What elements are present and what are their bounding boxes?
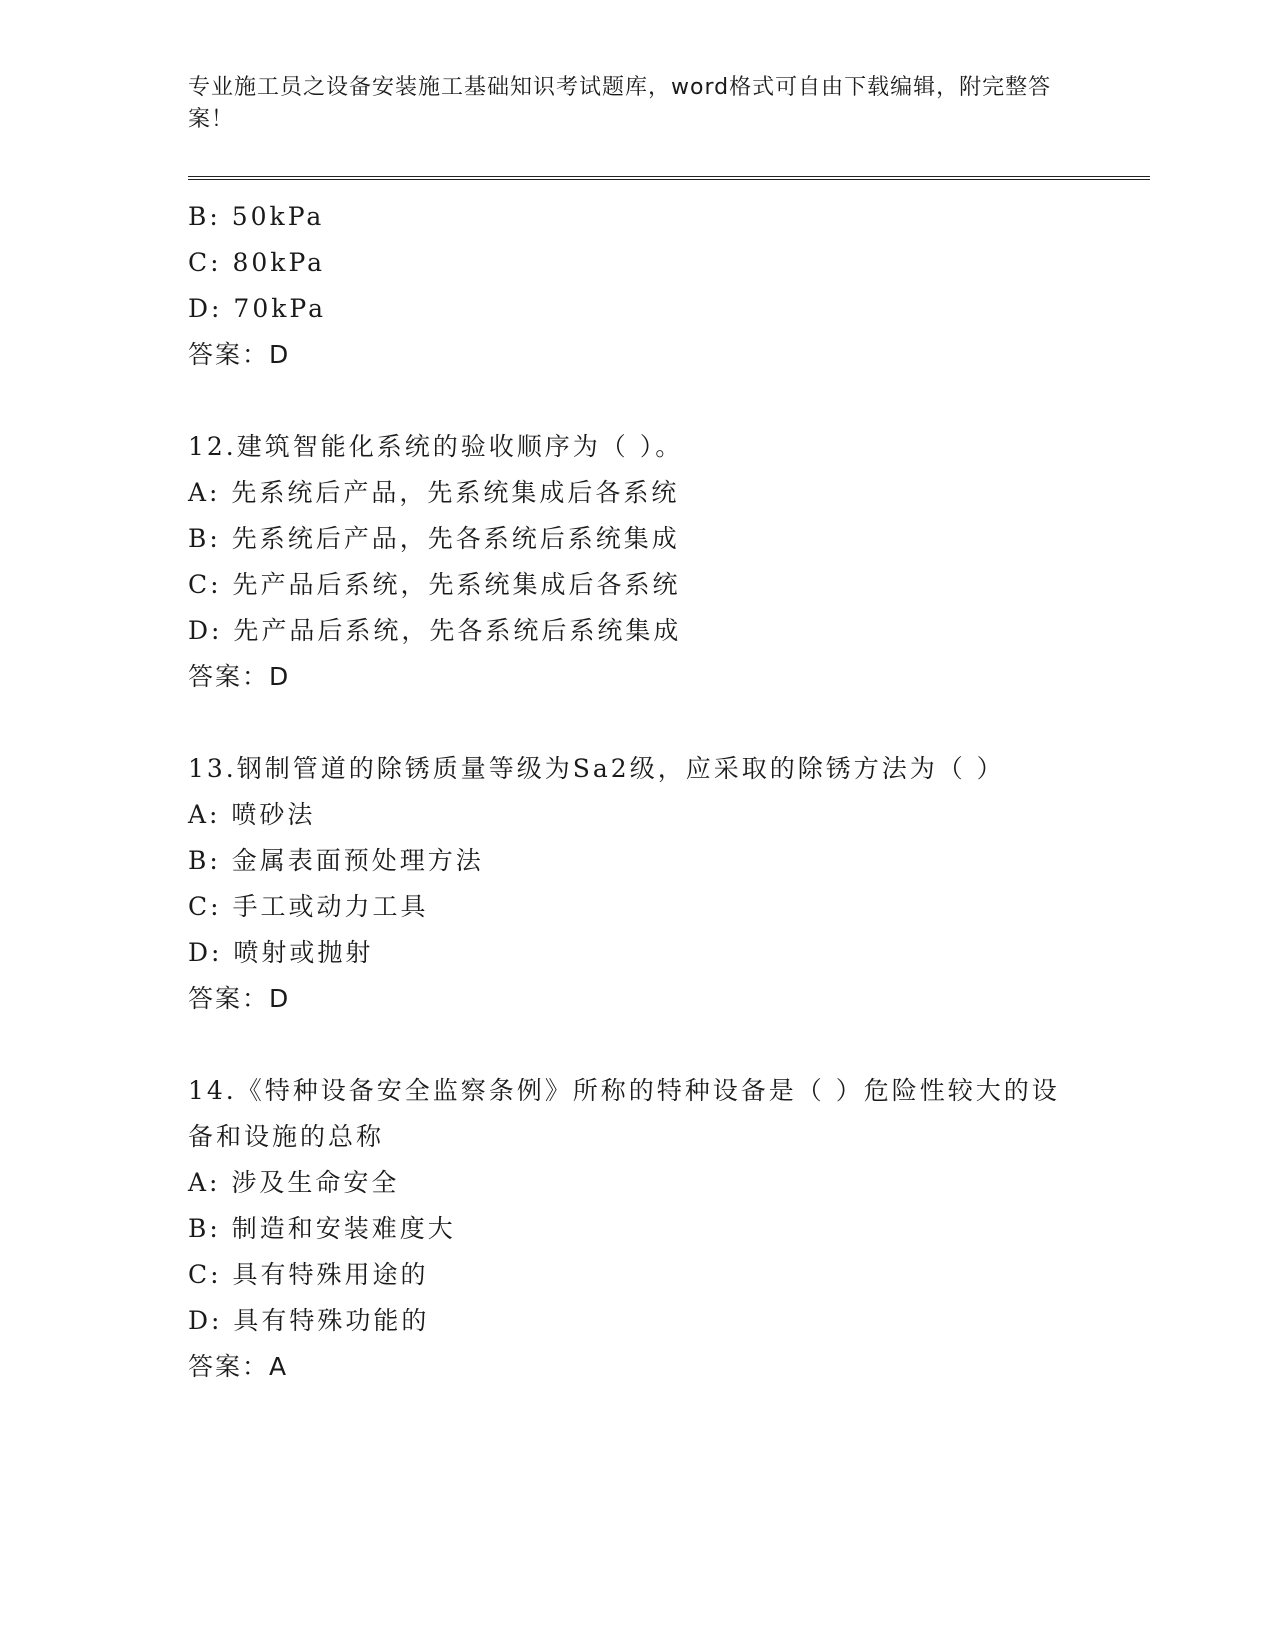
option-c: C: 具有特殊用途的 <box>188 1260 429 1289</box>
option-d: D: 喷射或抛射 <box>188 938 374 967</box>
option-d: D: 具有特殊功能的 <box>188 1306 430 1335</box>
option-c: C: 手工或动力工具 <box>188 892 429 921</box>
option-a: A: 先系统后产品，先系统集成后各系统 <box>188 478 680 507</box>
question-stem: 12.建筑智能化系统的验收顺序为（ ）。 <box>188 432 684 461</box>
answer: 答案：D <box>188 662 291 691</box>
answer: 答案：D <box>188 984 291 1013</box>
option-a: A: 喷砂法 <box>188 800 316 829</box>
option-a: A: 涉及生命安全 <box>188 1168 400 1197</box>
question-list <box>188 194 1148 1390</box>
option-b: B: 制造和安装难度大 <box>188 1214 456 1243</box>
option-b: B: 金属表面预处理方法 <box>188 846 484 875</box>
answer: 答案：A <box>188 1352 289 1381</box>
document-header: 专业施工员之设备安装施工基础知识考试题库，word格式可自由下载编辑，附完整答案！ <box>188 75 1052 132</box>
option-b: B: 50kPa <box>188 202 325 231</box>
question-stem: 13.钢制管道的除锈质量等级为Sa2级，应采取的除锈方法为（ ） <box>188 754 1005 783</box>
header-divider <box>188 176 1150 180</box>
option-b: B: 先系统后产品，先各系统后系统集成 <box>188 524 680 553</box>
answer: 答案：D <box>188 340 291 369</box>
option-c: C: 80kPa <box>188 248 326 277</box>
option-c: C: 先产品后系统，先系统集成后各系统 <box>188 570 681 599</box>
option-d: D: 先产品后系统，先各系统后系统集成 <box>188 616 682 645</box>
option-d: D: 70kPa <box>188 294 326 323</box>
question-stem: 14.《特种设备安全监察条例》所称的特种设备是（ ）危险性较大的设备和设施的总称 <box>188 1076 1060 1151</box>
